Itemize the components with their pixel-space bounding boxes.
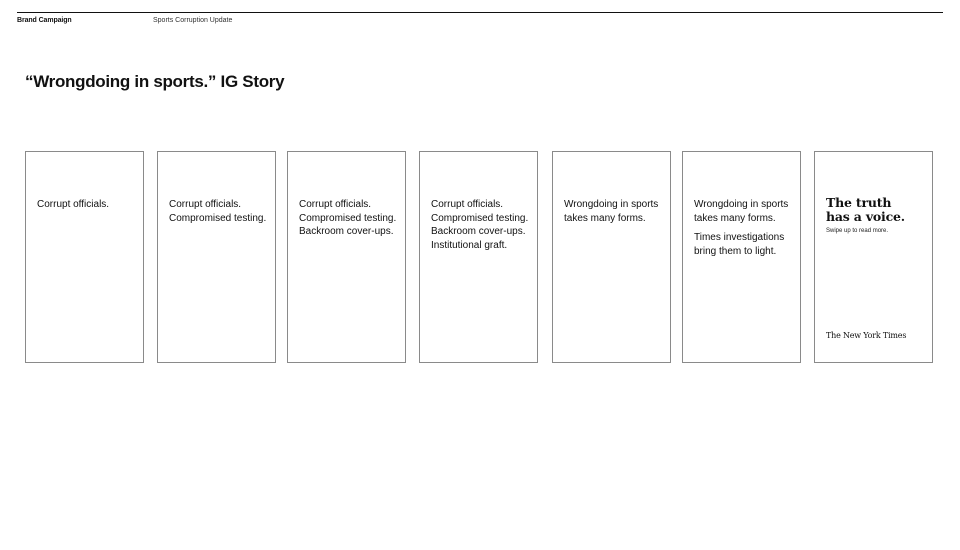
story-frame-7 <box>814 151 933 363</box>
copy-line: Compromised testing. <box>431 212 529 224</box>
story-frame-5 <box>552 151 671 363</box>
update-label: Sports Corruption Update <box>153 17 233 24</box>
copy-line: Wrongdoing in sports <box>564 199 659 210</box>
story-frame-1 <box>25 151 144 363</box>
headline-line: The truth <box>826 195 892 210</box>
copy-line: Institutional graft. <box>431 239 508 251</box>
copy-line: Compromised testing. <box>299 212 397 224</box>
copy-line: Corrupt officials. <box>431 199 504 210</box>
frame-copy <box>37 198 141 212</box>
page-title: “Wrongdoing in sports.” IG Story <box>25 72 285 91</box>
copy-line: takes many forms. <box>564 212 646 224</box>
headline-line: has a voice. <box>826 209 905 224</box>
copy-line: Times investigations <box>694 232 785 243</box>
copy-line: Compromised testing. <box>169 212 267 224</box>
copy-line: Backroom cover-ups. <box>299 226 394 237</box>
frame-copy <box>694 198 798 258</box>
copy-line: Corrupt officials. <box>299 199 372 210</box>
story-frame-3 <box>287 151 406 363</box>
copy-line: Corrupt officials. <box>37 199 110 210</box>
story-frame-4 <box>419 151 538 363</box>
frame-copy <box>564 198 668 225</box>
story-frame-2 <box>157 151 276 363</box>
copy-line: Corrupt officials. <box>169 199 242 210</box>
header-rule <box>17 12 943 13</box>
campaign-label: Brand Campaign <box>17 17 72 24</box>
nyt-logo: The New York Times <box>826 331 907 340</box>
copy-line: Wrongdoing in sports <box>694 199 789 210</box>
end-card-headline <box>826 196 905 224</box>
frame-copy <box>431 198 535 252</box>
frame-copy <box>299 198 403 239</box>
copy-line: takes many forms. <box>694 212 776 224</box>
frame-copy <box>169 198 273 225</box>
story-frame-6 <box>682 151 801 363</box>
copy-line: bring them to light. <box>694 245 777 257</box>
copy-line: Backroom cover-ups. <box>431 226 526 237</box>
swipe-up-cta: Swipe up to read more. <box>826 228 889 234</box>
